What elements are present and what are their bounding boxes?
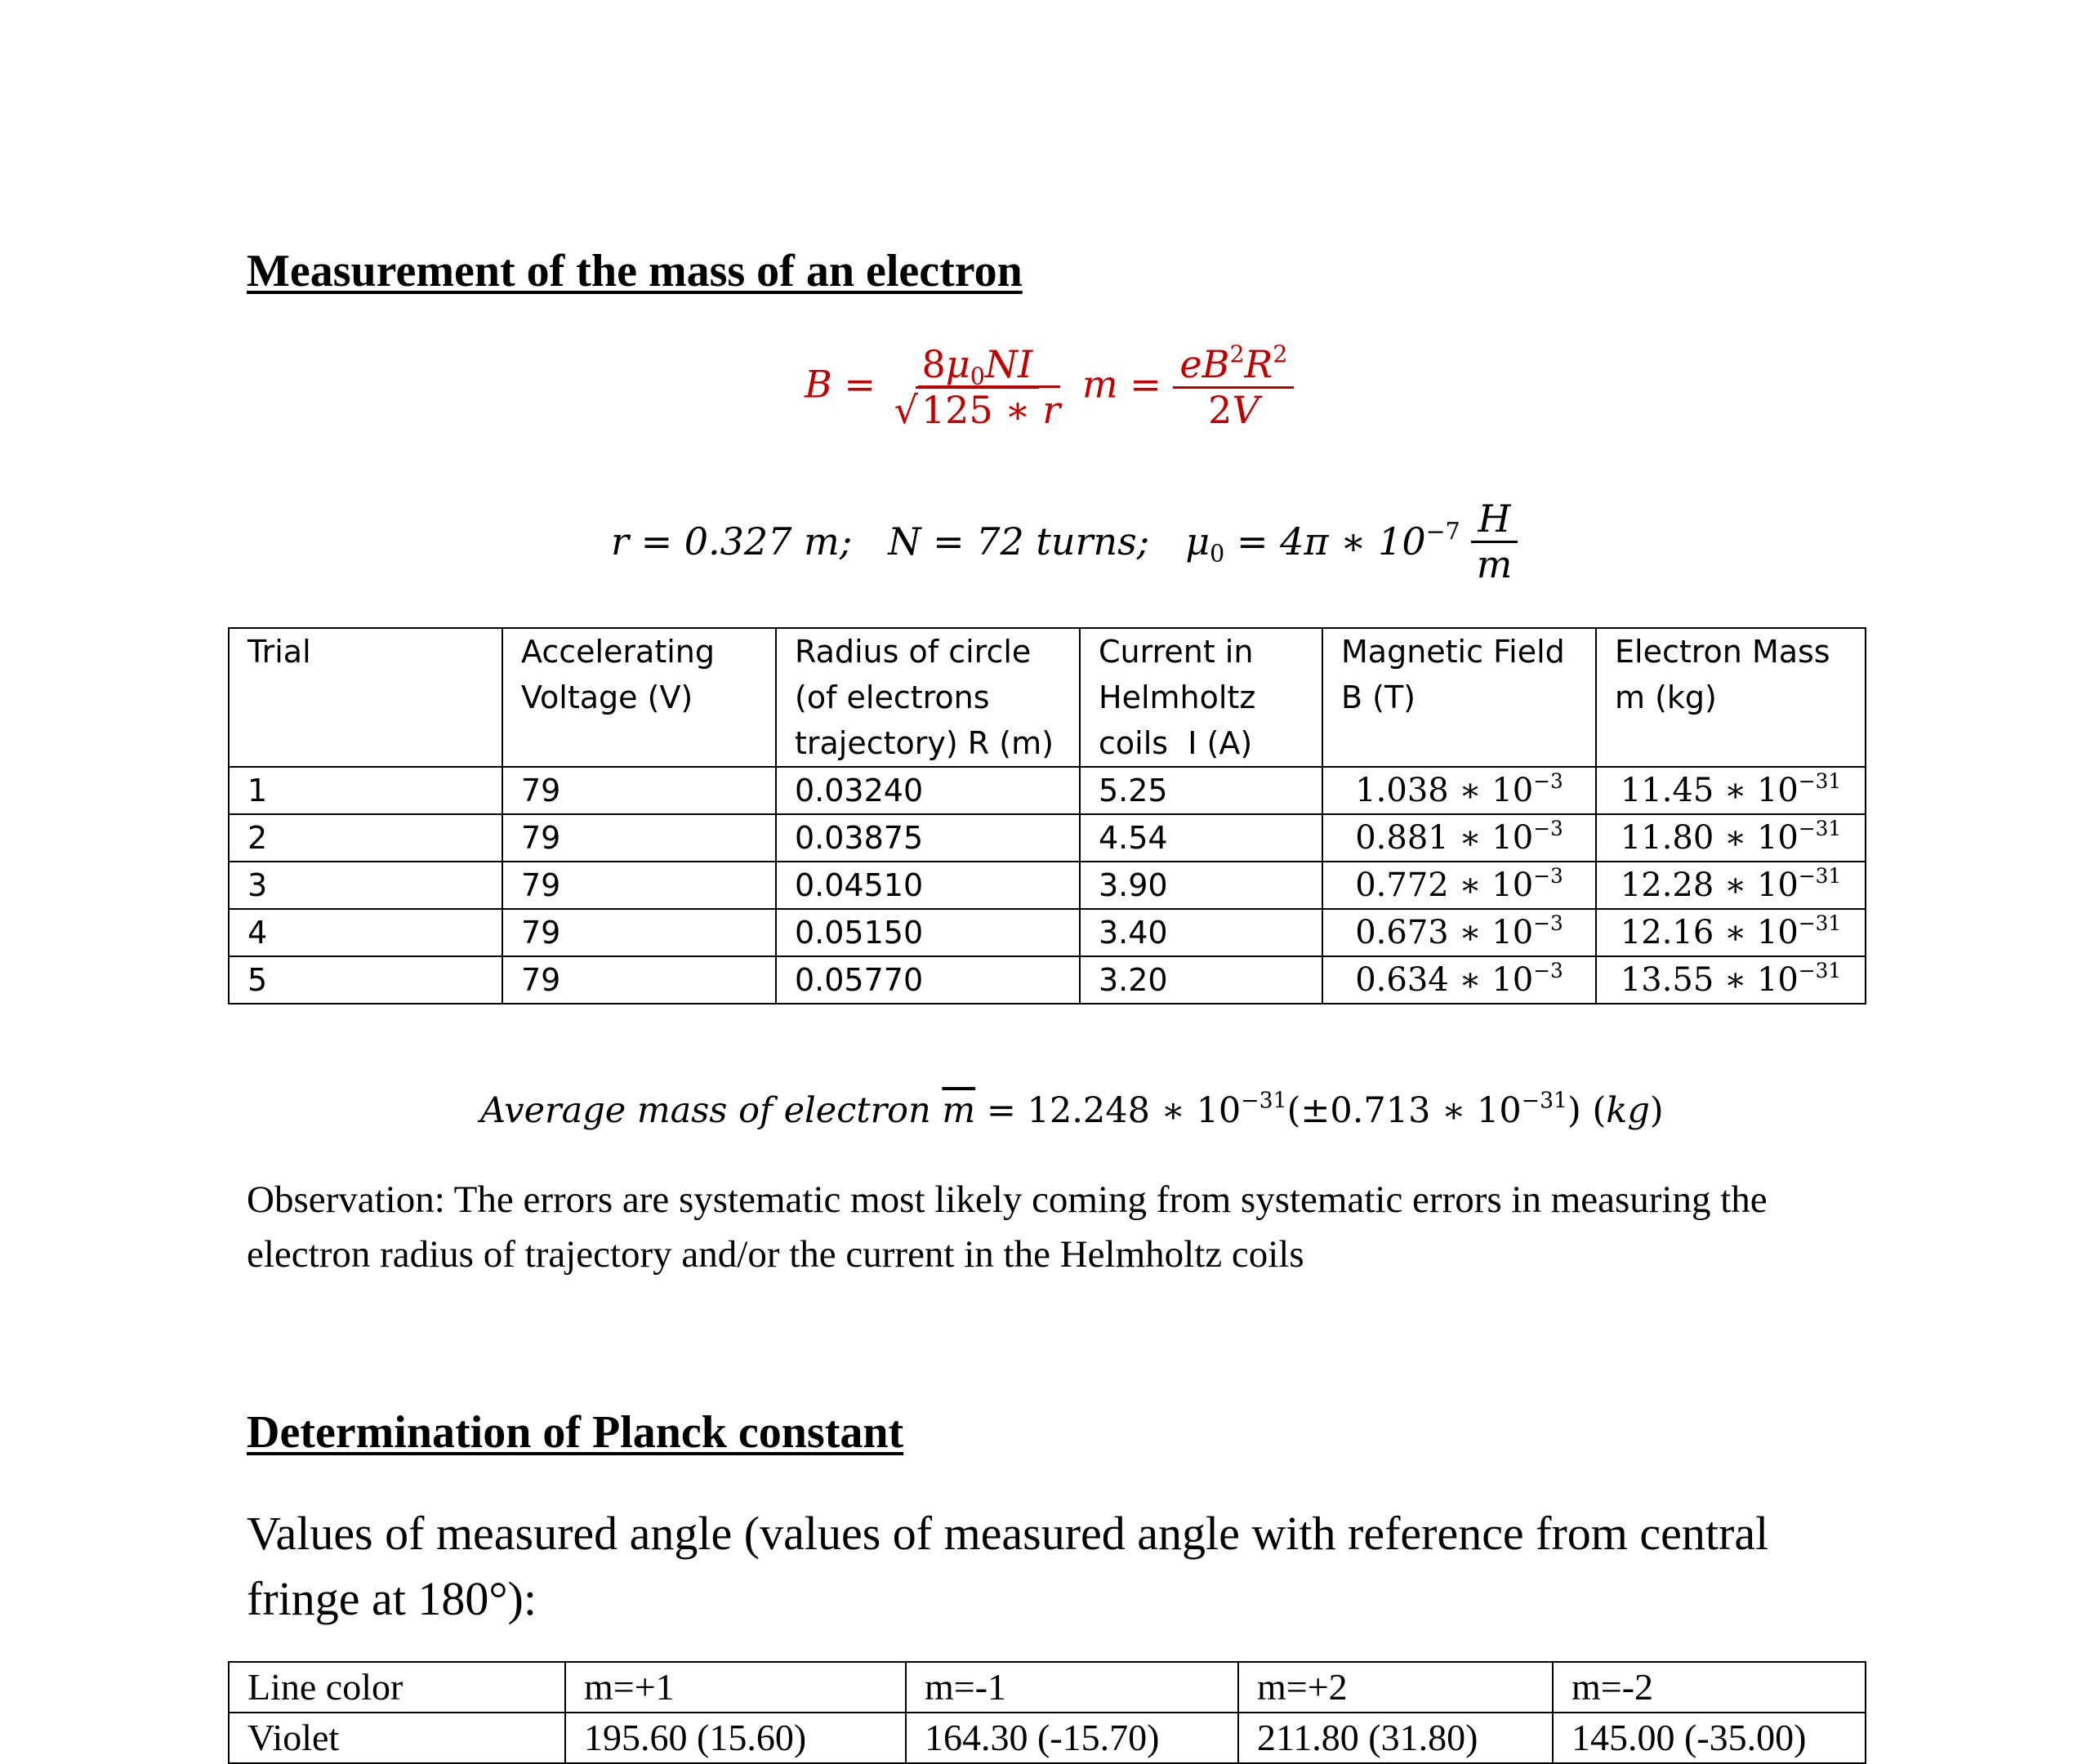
cell-current: 3.20: [1080, 956, 1322, 1004]
table-row: [229, 862, 1866, 909]
header-field: Magnetic Field B (T): [1322, 628, 1596, 767]
header-voltage: Accelerating Voltage (V): [502, 628, 776, 767]
cell-m-plus-1: 195.60 (15.60): [565, 1713, 906, 1763]
cell-mass: 11.45 ∗ $10^{-31}$: [1596, 767, 1866, 814]
cell-current: 3.40: [1080, 909, 1322, 956]
permeability-constant: $\mu_0 = 4\pi$ ∗ $10^{-7}$: [1185, 518, 1460, 568]
cell-mass: 11.80 ∗ $10^{-31}$: [1596, 814, 1866, 862]
cell-voltage: 79: [502, 909, 776, 956]
cell-m-minus-1: 164.30 (-15.70): [906, 1713, 1238, 1763]
average-mass-line: Average mass of electron $\overline{m} = 12.248$ ∗ $10^{-31}(\pm 0.713$ ∗ $10^{-31}$) (kg): [480, 1088, 1664, 1131]
observation-text: Observation: The errors are systematic most likely coming from systematic errors in measuring the electron radius of trajectory and/or the current in the Helmholtz coils: [247, 1178, 1768, 1276]
planck-table-header-row: [229, 1662, 1866, 1713]
cell-current: 4.54: [1080, 814, 1322, 862]
cell-field: 0.634 ∗ $10^{-3}$: [1322, 956, 1596, 1004]
cell-m-plus-2: 211.80 (31.80): [1238, 1713, 1553, 1763]
cell-field: 0.881 ∗ $10^{-3}$: [1322, 814, 1596, 862]
turns-constant: N = 72 turns;: [888, 519, 1150, 564]
cell-radius: 0.05150: [776, 909, 1080, 956]
cell-radius: 0.03240: [776, 767, 1080, 814]
cell-voltage: 79: [502, 862, 776, 909]
section-title-electron-mass: Measurement of the mass of an electron: [247, 246, 1023, 296]
table-row: [229, 956, 1866, 1004]
header-radius: Radius of circle (of electrons trajectory) R (m): [776, 628, 1080, 767]
cell-trial: 1: [229, 767, 502, 814]
header-line-color: Line color: [229, 1662, 565, 1713]
cell-voltage: 79: [502, 767, 776, 814]
cell-voltage: 79: [502, 814, 776, 862]
header-mass: Electron Mass m (kg): [1596, 628, 1866, 767]
cell-radius: 0.03875: [776, 814, 1080, 862]
cell-mass: 13.55 ∗ $10^{-31}$: [1596, 956, 1866, 1004]
planck-intro-text: Values of measured angle (values of measured angle with reference from central fringe at 180°):: [247, 1507, 1769, 1625]
cell-field: 1.038 ∗ $10^{-3}$: [1322, 767, 1596, 814]
table-row: [229, 1713, 1866, 1763]
radius-constant: r = 0.327 m;: [611, 519, 853, 564]
cell-mass: 12.28 ∗ $10^{-31}$: [1596, 862, 1866, 909]
magnetic-field-formula: B = $\frac{8\mu_0NI}{√125 ∗ r}$: [805, 342, 1061, 432]
electron-mass-table: [228, 627, 1866, 1004]
cell-radius: 0.05770: [776, 956, 1080, 1004]
cell-current: 5.25: [1080, 767, 1322, 814]
header-current: Current in Helmholtz coils I (A): [1080, 628, 1322, 767]
header-m-plus-1: m=+1: [565, 1662, 906, 1713]
planck-angle-table: [228, 1661, 1866, 1764]
cell-trial: 4: [229, 909, 502, 956]
cell-field: 0.673 ∗ $10^{-3}$: [1322, 909, 1596, 956]
header-m-minus-1: m=-1: [906, 1662, 1238, 1713]
cell-line-color: Violet: [229, 1713, 565, 1763]
cell-trial: 3: [229, 862, 502, 909]
constants-line: r = 0.327 m; N = 72 turns; $\mu_0 = 4\pi$ ∗ $10^{-7}$ $\frac{H}{m}$: [611, 488, 1518, 595]
table-row: [229, 767, 1866, 814]
header-trial: Trial: [229, 628, 502, 767]
cell-m-minus-2: 145.00 (-35.00): [1553, 1713, 1866, 1763]
header-m-plus-2: m=+2: [1238, 1662, 1553, 1713]
cell-current: 3.90: [1080, 862, 1322, 909]
cell-trial: 2: [229, 814, 502, 862]
cell-voltage: 79: [502, 956, 776, 1004]
section-title-planck: Determination of Planck constant: [247, 1407, 904, 1458]
table-row: [229, 814, 1866, 862]
cell-mass: 12.16 ∗ $10^{-31}$: [1596, 909, 1866, 956]
cell-radius: 0.04510: [776, 862, 1080, 909]
table-row: [229, 909, 1866, 956]
header-m-minus-2: m=-2: [1553, 1662, 1866, 1713]
cell-trial: 5: [229, 956, 502, 1004]
table-header-row: [229, 628, 1866, 767]
mass-formula: m = $\frac{eB^2R^2}{2V}$: [1082, 343, 1294, 432]
cell-field: 0.772 ∗ $10^{-3}$: [1322, 862, 1596, 909]
